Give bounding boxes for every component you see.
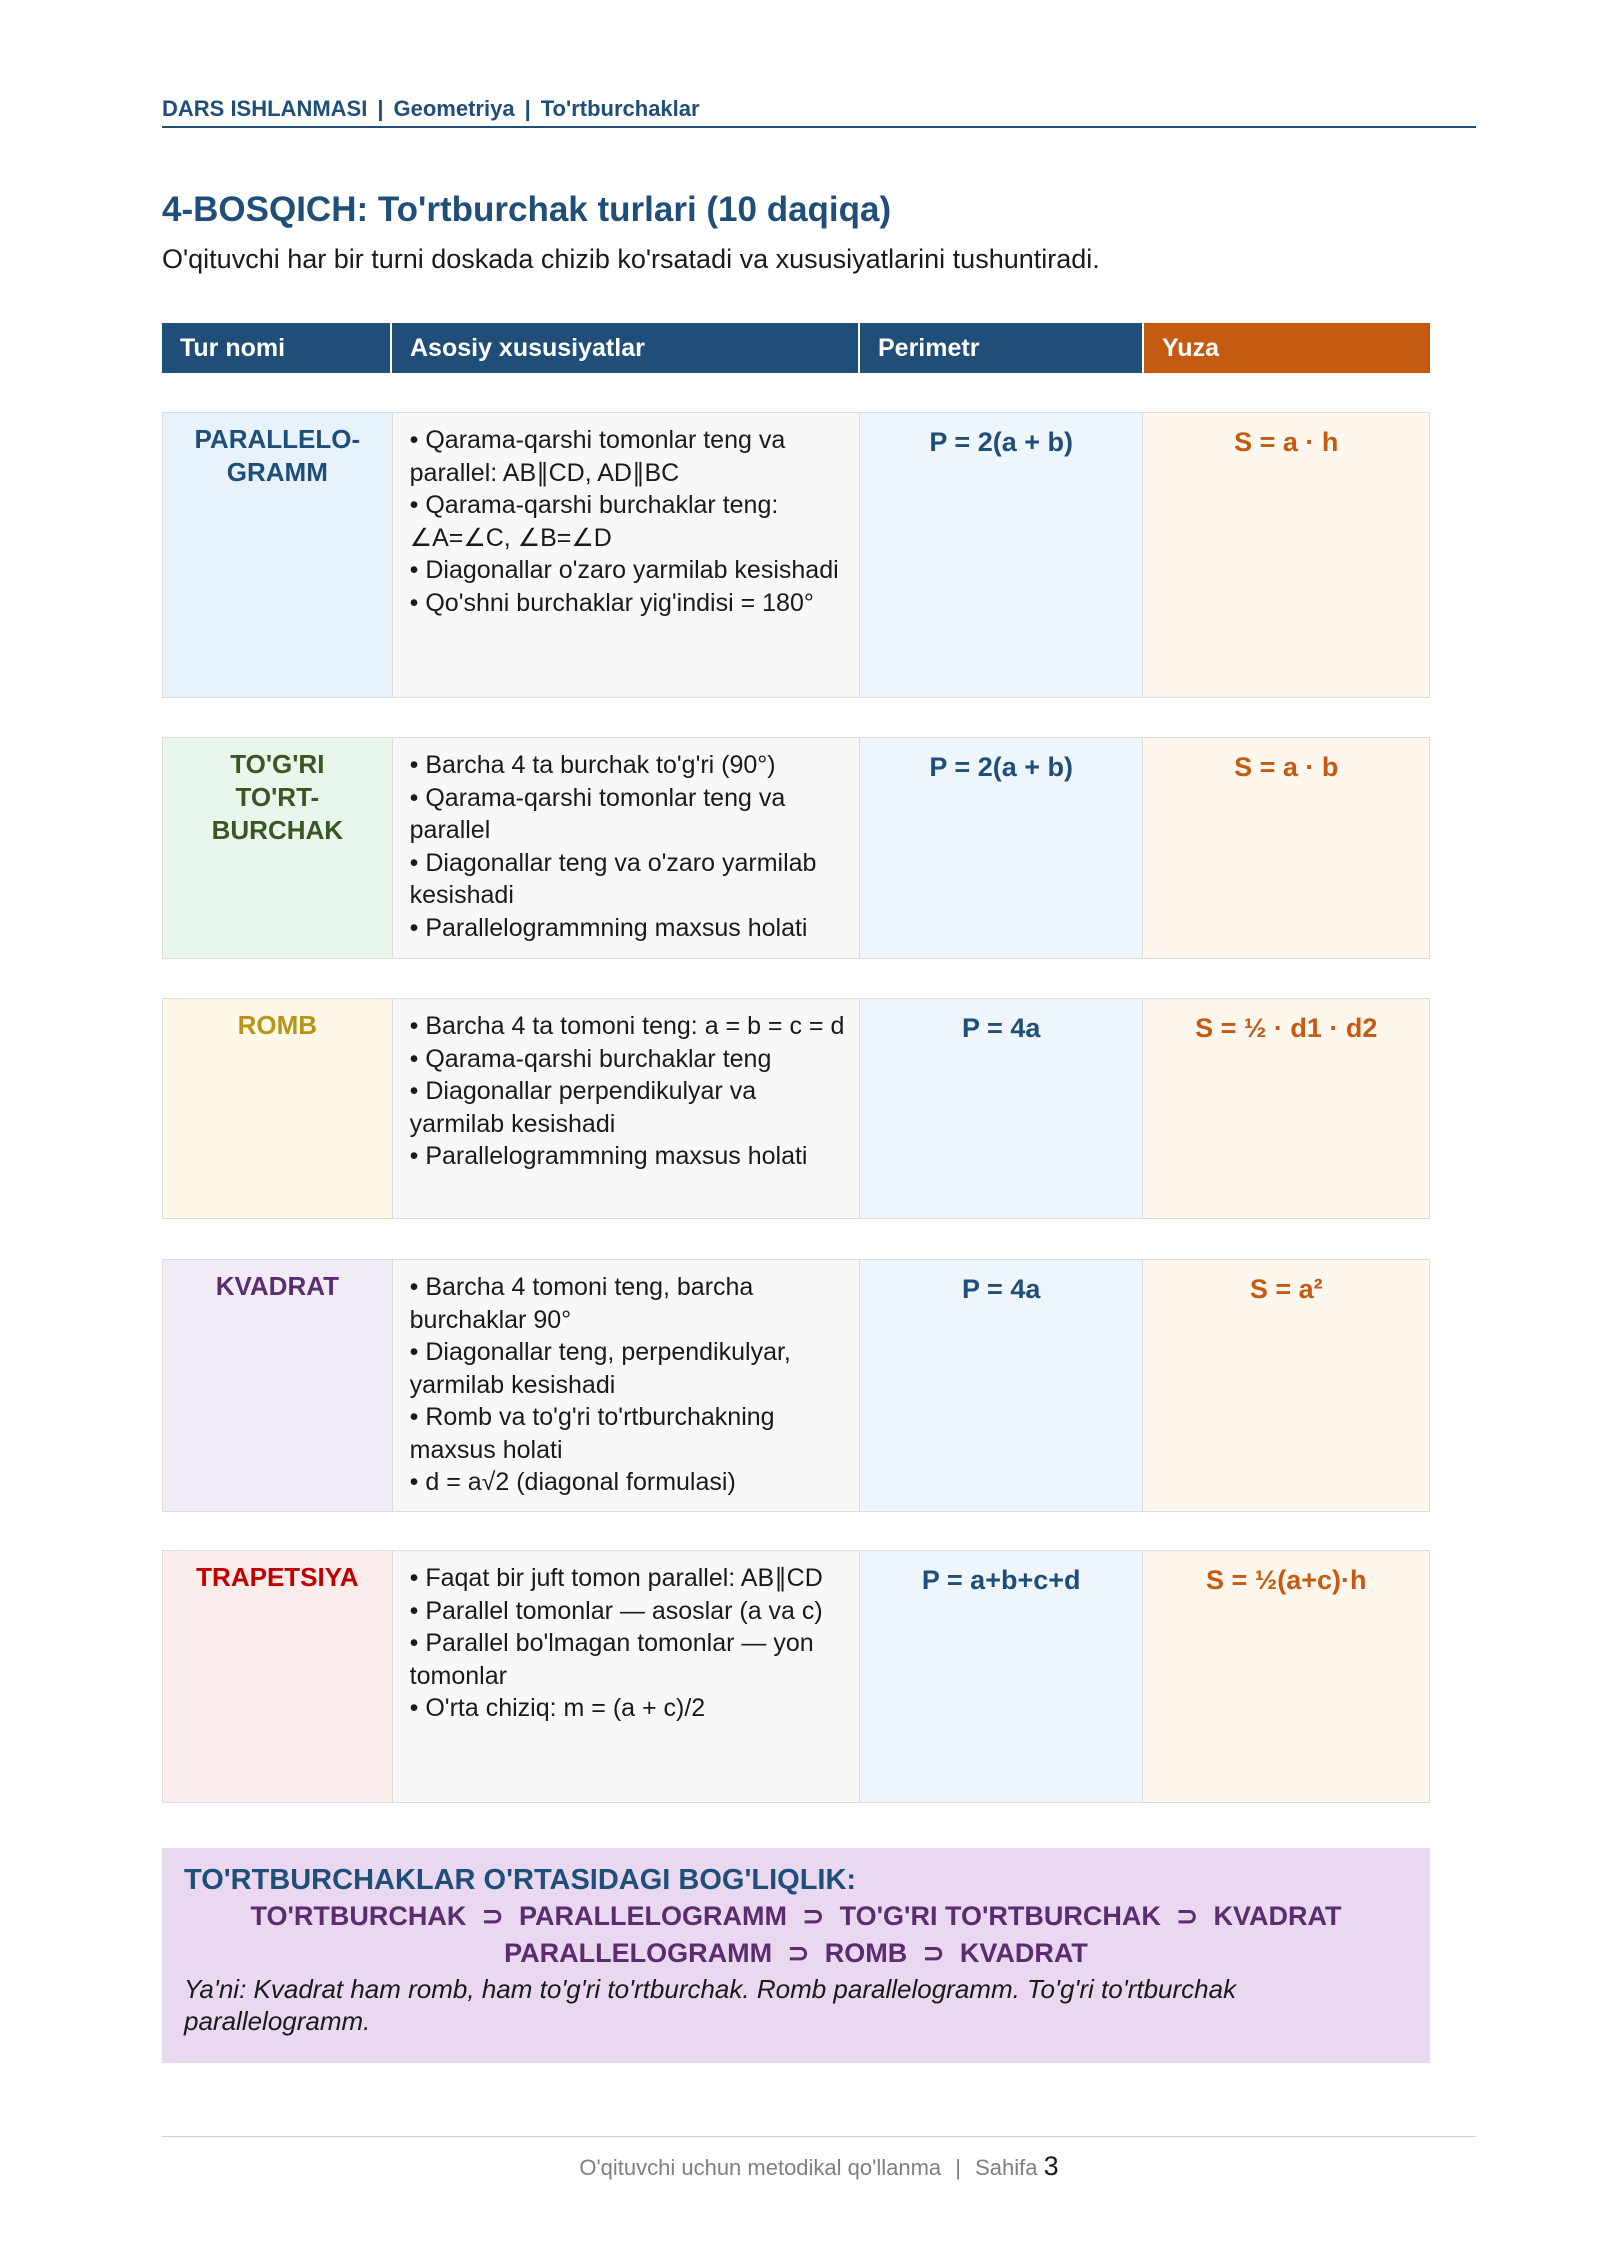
property-item: • d = a√2 (diagonal formulasi) (409, 1468, 736, 1496)
column-header-perimeter: Perimetr (860, 323, 1144, 373)
shape-name-line: PARALLELO- (194, 424, 361, 454)
property-item: • Faqat bir juft tomon parallel: AB∥CD (409, 1564, 823, 1592)
table-row-rhombus (162, 998, 1430, 1219)
relationship-title: TO'RTBURCHAKLAR O'RTASIDAGI BOG'LIQLIK: (184, 1864, 857, 1896)
section-title: 4-BOSQICH: To'rtburchak turlari (10 daqiqa) (162, 190, 892, 229)
property-item: • Qarama-qarshi burchaklar teng: ∠A=∠C, ∠B=∠D (409, 491, 779, 552)
shape-name-line: GRAMM (226, 457, 328, 487)
shape-name (163, 413, 393, 697)
area-formula: S = a · b (1143, 738, 1429, 958)
shape-properties (393, 999, 860, 1218)
shape-name-line: ROMB (237, 1010, 318, 1040)
perimeter-formula: P = 2(a + b) (860, 738, 1144, 958)
header-topic: To'rtburchaklar (540, 96, 700, 121)
shape-name (163, 1551, 393, 1802)
property-item: • Diagonallar o'zaro yarmilab kesishadi (409, 556, 839, 584)
relationship-chain: PARALLELOGRAMM ⊃ ROMB ⊃ KVADRAT (504, 1938, 1088, 1968)
area-formula: S = a² (1143, 1260, 1429, 1511)
relationship-chain: TO'RTBURCHAK ⊃ PARALLELOGRAMM ⊃ TO'G'RI TO'RTBURCHAK ⊃ KVADRAT (250, 1901, 1342, 1931)
footer-page-label: Sahifa (975, 2155, 1038, 2180)
shape-name-line: BURCHAK (211, 815, 344, 845)
page-header (162, 96, 1476, 128)
property-item: • Parallel bo'lmagan tomonlar — yon tomonlar (409, 1629, 814, 1690)
shape-name (163, 999, 393, 1218)
property-item: • Qo'shni burchaklar yig'indisi = 180° (409, 588, 814, 617)
page-number: 3 (1043, 2151, 1059, 2181)
header-subject: Geometriya (393, 96, 515, 121)
shape-name-line: TO'RT- (235, 782, 320, 812)
property-item: • Diagonallar teng va o'zaro yarmilab kesishadi (409, 848, 817, 909)
property-item: • O'rta chiziq: m = (a + c)/2 (409, 1694, 706, 1722)
shape-properties (393, 1260, 860, 1511)
property-item: • Barcha 4 ta burchak to'g'ri (90°) (409, 751, 776, 779)
property-item: • Diagonallar teng, perpendikulyar, yarmilab kesishadi (409, 1338, 791, 1399)
property-item: • Barcha 4 ta tomoni teng: a = b = c = d (409, 1012, 845, 1040)
footer-separator: | (955, 2155, 961, 2180)
area-formula: S = a · h (1143, 413, 1429, 697)
column-header-area: Yuza (1144, 323, 1430, 373)
table-header (162, 323, 1430, 373)
perimeter-formula: P = 2(a + b) (860, 413, 1144, 697)
header-separator: | (524, 96, 531, 121)
perimeter-formula: P = 4a (860, 1260, 1144, 1511)
column-header-name: Tur nomi (162, 323, 392, 373)
shape-name-line: KVADRAT (215, 1271, 339, 1301)
shape-name (163, 738, 393, 958)
shape-name (163, 1260, 393, 1511)
relationship-note: Ya'ni: Kvadrat ham romb, ham to'g'ri to'rtburchak. Romb parallelogramm. To'g'ri to'rtburchak parallelogramm. (184, 1974, 1237, 2036)
footer-text: O'qituvchi uchun metodikal qo'llanma (579, 2155, 942, 2180)
property-item: • Qarama-qarshi burchaklar teng (409, 1044, 772, 1073)
perimeter-formula: P = 4a (860, 999, 1144, 1218)
property-item: • Romb va to'g'ri to'rtburchakning maxsus holati (409, 1403, 775, 1464)
header-doc-type: DARS ISHLANMASI (162, 96, 368, 121)
area-formula: S = ½(a+c)·h (1143, 1551, 1429, 1802)
property-item: • Qarama-qarshi tomonlar teng va parallel (409, 783, 786, 844)
column-header-properties: Asosiy xususiyatlar (392, 323, 860, 373)
property-item: • Parallel tomonlar — asoslar (a va c) (409, 1596, 823, 1625)
property-item: • Barcha 4 tomoni teng, barcha burchaklar 90° (409, 1273, 754, 1334)
property-item: • Parallelogrammning maxsus holati (409, 1142, 808, 1170)
shape-name-line: TRAPETSIYA (196, 1562, 359, 1592)
shape-name-line: TO'G'RI (230, 749, 325, 779)
shape-properties (393, 738, 860, 958)
property-item: • Qarama-qarshi tomonlar teng va parallel: AB∥CD, AD∥BC (409, 426, 786, 487)
relationship-box (162, 1848, 1430, 2063)
header-separator: | (377, 96, 384, 121)
shape-properties (393, 413, 860, 697)
table-row-rectangle (162, 737, 1430, 959)
table-row-parallelogram (162, 412, 1430, 698)
perimeter-formula: P = a+b+c+d (860, 1551, 1144, 1802)
page-footer (162, 2136, 1476, 2182)
section-subtitle: O'qituvchi har bir turni doskada chizib ko'rsatadi va xususiyatlarini tushuntiradi. (162, 244, 1100, 274)
property-item: • Diagonallar perpendikulyar va yarmilab kesishadi (409, 1077, 757, 1138)
table-row-square (162, 1259, 1430, 1512)
property-item: • Parallelogrammning maxsus holati (409, 913, 808, 942)
shape-properties (393, 1551, 860, 1802)
table-row-trapezoid (162, 1550, 1430, 1803)
area-formula: S = ½ · d1 · d2 (1143, 999, 1429, 1218)
